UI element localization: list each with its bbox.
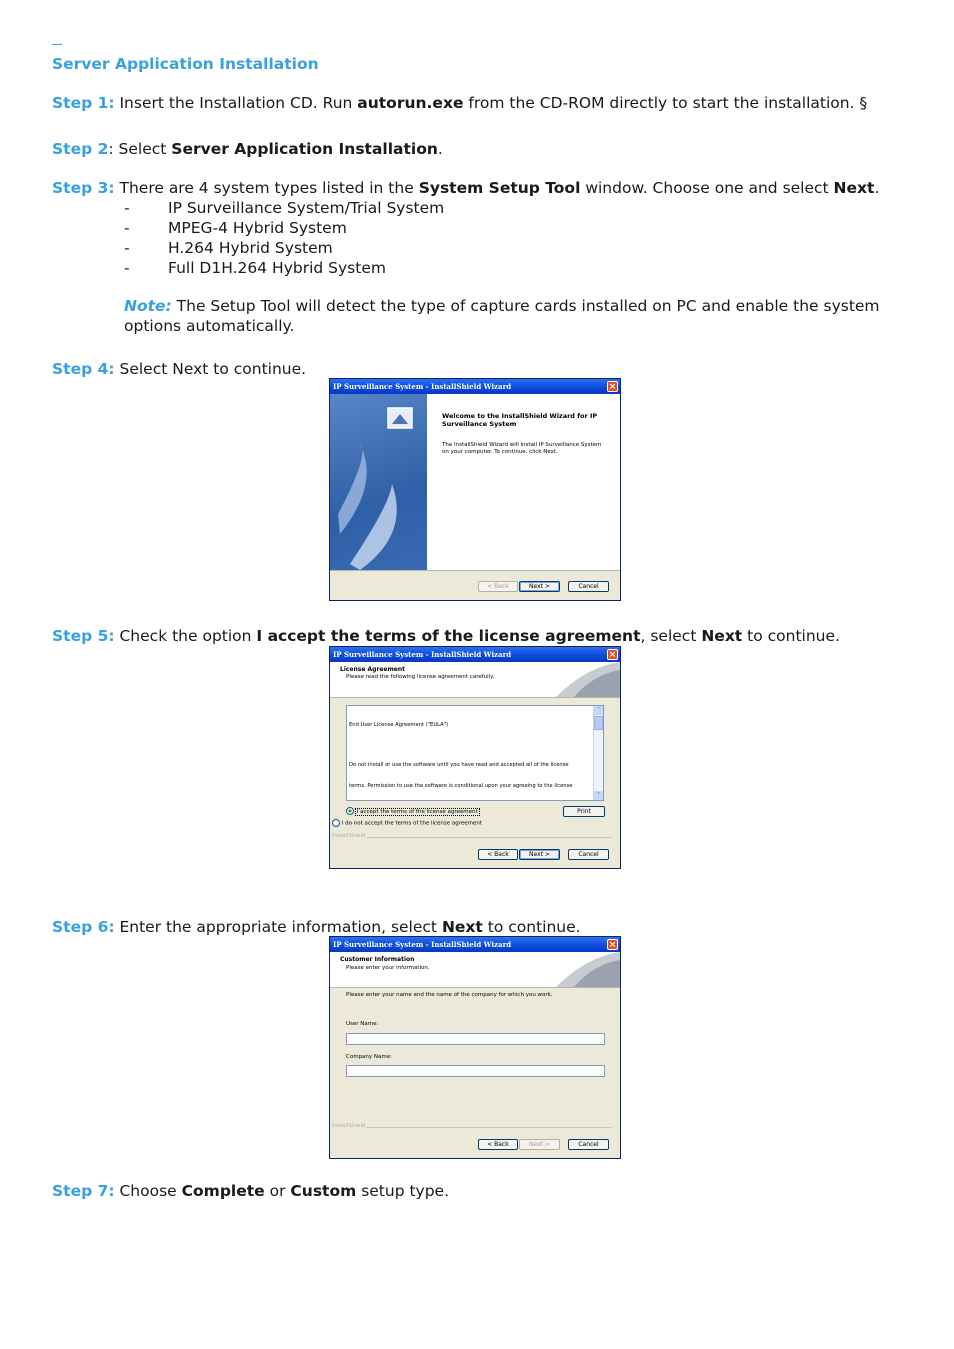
- step-4-label: Step 4:: [52, 360, 115, 378]
- scroll-up-icon[interactable]: ˄: [594, 706, 603, 715]
- accept-label[interactable]: I accept the terms of the license agreement: [356, 808, 478, 815]
- step-3: [52, 178, 879, 198]
- eula-line: Do not install or use the software until you have read and accepted all of the license: [349, 762, 569, 769]
- dialog-titlebar: [330, 937, 620, 952]
- step-3-bold2: Next: [833, 179, 875, 197]
- bullet-dash: -: [124, 239, 130, 257]
- eula-textbox[interactable]: [346, 705, 604, 801]
- step-2-label: Step 2: [52, 140, 109, 158]
- step-6: [52, 917, 581, 937]
- radio-unselected-icon[interactable]: [332, 819, 340, 827]
- divider: [330, 570, 620, 571]
- print-button[interactable]: Print: [563, 806, 605, 817]
- instruction-text: Please enter your name and the name of the company for which you work.: [346, 992, 553, 998]
- back-button[interactable]: < Back: [478, 1139, 518, 1150]
- dialog-titlebar: [330, 379, 620, 394]
- welcome-heading-line: Welcome to the InstallShield Wizard for IP: [442, 412, 598, 420]
- step-7: [52, 1181, 449, 1201]
- welcome-heading: [442, 412, 597, 428]
- list-item-text: H.264 Hybrid System: [168, 239, 333, 257]
- step-2-colon: :: [108, 140, 114, 158]
- step-2-bold: Server Application Installation: [171, 140, 438, 158]
- wizard-graphic-icon: [330, 394, 427, 570]
- note: [124, 296, 894, 336]
- user-name-input[interactable]: [346, 1033, 605, 1045]
- step-1-text: Insert the Installation CD. Run: [114, 94, 358, 112]
- header-title: Customer Information: [340, 956, 415, 963]
- company-name-input[interactable]: [346, 1065, 605, 1077]
- license-dialog: [329, 646, 621, 869]
- eula-line: terms. Permission to use the software is conditional upon your agreeing to the license: [349, 782, 573, 789]
- step-7-bold: Complete: [181, 1182, 265, 1200]
- eula-line: End User License Agreement ("EULA"): [349, 721, 449, 728]
- scroll-thumb[interactable]: [594, 716, 603, 730]
- step-5-label: Step 5:: [52, 627, 115, 645]
- company-name-label: Company Name:: [346, 1054, 392, 1060]
- decline-radio-row[interactable]: [332, 819, 482, 827]
- step-6-text: Enter the appropriate information, select: [114, 918, 442, 936]
- close-icon[interactable]: ×: [608, 940, 617, 950]
- eula-scrollbar[interactable]: [593, 706, 603, 800]
- welcome-body-line: on your computer. To continue, click Next.: [442, 449, 558, 455]
- divider: [366, 837, 612, 838]
- step-3-text: There are 4 system types listed in the: [114, 179, 419, 197]
- next-button[interactable]: Next >: [519, 849, 560, 860]
- step-3-label: Step 3:: [52, 179, 115, 197]
- accept-radio-row[interactable]: [346, 807, 479, 815]
- decline-label[interactable]: I do not accept the terms of the license agreement: [341, 820, 483, 827]
- step-2-text: Select: [113, 140, 172, 158]
- step-5-text: Check the option: [114, 627, 257, 645]
- bullet-dash: -: [124, 259, 130, 277]
- header-subtitle: Please enter your information.: [346, 965, 430, 971]
- scroll-down-icon[interactable]: ˅: [594, 791, 603, 800]
- bullet-dash: -: [124, 219, 130, 237]
- cancel-button[interactable]: Cancel: [568, 1139, 609, 1150]
- radio-selected-icon[interactable]: [346, 807, 354, 815]
- step-2: [52, 139, 443, 159]
- eula-line: [349, 742, 577, 749]
- wizard-graphic-icon: [556, 662, 620, 697]
- divider: [366, 1127, 612, 1128]
- welcome-body-line: The InstallShield Wizard will install IP Surveillance System: [442, 442, 602, 448]
- heading-marker: [52, 44, 62, 45]
- step-1-bold: autorun.exe: [357, 94, 464, 112]
- close-icon[interactable]: ×: [608, 382, 617, 392]
- wizard-side-panel: [330, 394, 427, 570]
- wizard-graphic-icon: [556, 952, 620, 987]
- step-5-bold2: Next: [701, 627, 743, 645]
- step-7-bold2: Custom: [290, 1182, 357, 1200]
- step-5-mid: , select: [640, 627, 702, 645]
- header-title: License Agreement: [340, 666, 406, 673]
- installshield-label: InstallShield: [332, 1123, 366, 1129]
- step-5-post: to continue.: [742, 627, 840, 645]
- step-5-bold: I accept the terms of the license agreement: [256, 627, 641, 645]
- note-text: The Setup Tool will detect the type of capture cards installed on PC and enable the system options automatically.: [124, 297, 880, 335]
- dialog-title: IP Surveillance System - InstallShield Wizard: [333, 650, 512, 659]
- bullet-dash: -: [124, 199, 130, 217]
- eula-text: [349, 708, 577, 801]
- installshield-label: InstallShield: [332, 833, 366, 839]
- step-7-post: setup type.: [356, 1182, 450, 1200]
- user-name-label: User Name:: [346, 1021, 379, 1027]
- step-7-mid: or: [264, 1182, 291, 1200]
- step-1: [52, 93, 867, 113]
- step-3-bold: System Setup Tool: [418, 179, 581, 197]
- step-4: [52, 359, 306, 379]
- list-item-text: IP Surveillance System/Trial System: [168, 199, 445, 217]
- next-button[interactable]: Next >: [519, 581, 560, 592]
- step-6-label: Step 6:: [52, 918, 115, 936]
- page-title: Server Application Installation: [52, 55, 319, 73]
- cancel-button[interactable]: Cancel: [568, 581, 609, 592]
- next-button[interactable]: Next >: [519, 1139, 560, 1150]
- dialog-header: [330, 662, 620, 698]
- step-5: [52, 626, 840, 646]
- note-label: Note:: [124, 297, 172, 315]
- welcome-body: [442, 442, 601, 456]
- step-2-post: .: [437, 140, 443, 158]
- step-6-bold: Next: [441, 918, 483, 936]
- list-item-text: Full D1H.264 Hybrid System: [168, 259, 386, 277]
- dialog-titlebar: [330, 647, 620, 662]
- step-7-label: Step 7:: [52, 1182, 115, 1200]
- step-1-label: Step 1:: [52, 94, 115, 112]
- welcome-heading-line: Surveillance System: [442, 420, 517, 428]
- customer-dialog: [329, 936, 621, 1159]
- back-button[interactable]: < Back: [478, 581, 518, 592]
- cancel-button[interactable]: Cancel: [568, 849, 609, 860]
- welcome-dialog: [329, 378, 621, 601]
- list-item-text: MPEG-4 Hybrid System: [168, 219, 347, 237]
- step-3-post: .: [874, 179, 880, 197]
- step-3-mid: window. Choose one and select: [580, 179, 834, 197]
- dialog-title: IP Surveillance System - InstallShield Wizard: [333, 940, 512, 949]
- step-4-text: Select Next to continue.: [114, 360, 307, 378]
- step-7-text: Choose: [114, 1182, 182, 1200]
- dialog-header: [330, 952, 620, 988]
- back-button[interactable]: < Back: [478, 849, 518, 860]
- step-6-post: to continue.: [482, 918, 581, 936]
- step-1-post: from the CD-ROM directly to start the installation. §: [463, 94, 868, 112]
- close-icon[interactable]: ×: [608, 650, 617, 660]
- dialog-title: IP Surveillance System - InstallShield Wizard: [333, 382, 512, 391]
- header-subtitle: Please read the following license agreement carefully.: [346, 674, 495, 680]
